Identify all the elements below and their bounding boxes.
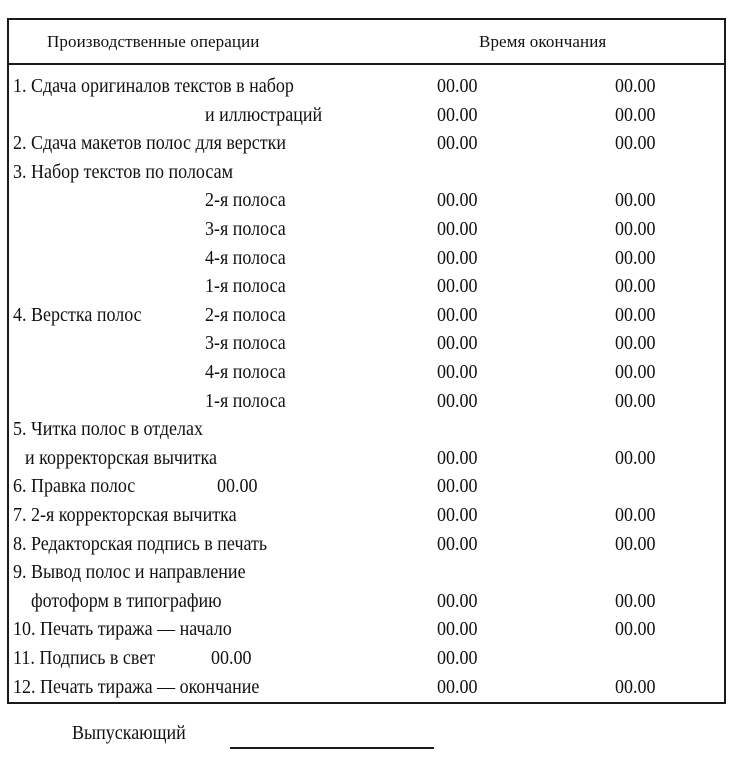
time-cell-1: 00.00 (437, 475, 478, 498)
issuer-label: Выпускающий (72, 722, 186, 744)
table-row (9, 587, 724, 615)
table-row (9, 72, 724, 100)
operation-label: 9. Вывод полос и направление (13, 561, 246, 584)
operation-label: 5. Читка полос в отделах (13, 418, 203, 441)
inline-time: 00.00 (217, 475, 258, 498)
time-cell-1: 00.00 (437, 532, 478, 555)
table-row (9, 358, 724, 386)
time-cell-2: 00.00 (615, 303, 656, 326)
time-cell-2: 00.00 (615, 75, 656, 97)
time-cell-2: 00.00 (615, 361, 656, 383)
operation-label: 2. Сдача макетов полос для верстки (13, 132, 287, 155)
table-row (9, 301, 724, 329)
time-cell-1: 00.00 (437, 189, 478, 212)
time-cell-2: 00.00 (615, 389, 656, 412)
table-row (9, 272, 724, 300)
time-cell-1: 00.00 (437, 75, 478, 97)
time-cell-2: 00.00 (615, 504, 656, 526)
header-operations: Производственные операции (47, 32, 260, 51)
time-cell-2: 00.00 (615, 675, 656, 698)
signature-line (230, 747, 434, 749)
operation-label: 8. Редакторская подпись в печать (13, 532, 268, 555)
time-cell-2: 00.00 (615, 618, 656, 641)
table-row (9, 244, 724, 272)
time-cell-2: 00.00 (615, 446, 656, 469)
table-header (9, 20, 724, 65)
time-cell-1: 00.00 (437, 332, 478, 355)
sub-operation-label: 2-я полоса (205, 189, 286, 212)
time-cell-2: 00.00 (615, 332, 656, 355)
time-cell-2: 00.00 (615, 275, 656, 298)
time-cell-1: 00.00 (437, 246, 478, 269)
table-row (9, 472, 724, 500)
time-cell-2: 00.00 (615, 103, 656, 126)
sub-operation-label: 2-я полоса (205, 303, 286, 326)
time-cell-1: 00.00 (437, 303, 478, 326)
table-row (9, 673, 724, 701)
time-cell-1: 00.00 (437, 218, 478, 240)
time-cell-1: 00.00 (437, 275, 478, 298)
time-cell-1: 00.00 (437, 589, 478, 612)
operation-label: 4. Верстка полос (13, 303, 142, 326)
operation-label: 6. Правка полос (13, 475, 136, 498)
table-row (9, 101, 724, 129)
sub-operation-label: 4-я полоса (205, 361, 286, 383)
table-row (9, 329, 724, 357)
inline-time: 00.00 (211, 647, 252, 669)
table-row (9, 186, 724, 214)
time-cell-1: 00.00 (437, 675, 478, 698)
operation-label: 3. Набор текстов по полосам (13, 160, 233, 183)
time-cell-2: 00.00 (615, 218, 656, 240)
sub-operation-label: 1-я полоса (205, 389, 286, 412)
time-cell-1: 00.00 (437, 446, 478, 469)
schedule-table (7, 18, 726, 704)
operation-label: 1. Сдача оригиналов текстов в набор (13, 75, 294, 97)
sub-operation-label: 4-я полоса (205, 246, 286, 269)
sub-operation-label: и иллюстраций (205, 103, 323, 126)
time-cell-1: 00.00 (437, 647, 478, 669)
sub-operation-label: 1-я полоса (205, 275, 286, 298)
time-cell-2: 00.00 (615, 132, 656, 155)
operation-label: и корректорская вычитка (25, 446, 217, 469)
operation-label: 7. 2-я корректорская вычитка (13, 504, 237, 526)
time-cell-2: 00.00 (615, 589, 656, 612)
time-cell-1: 00.00 (437, 361, 478, 383)
time-cell-1: 00.00 (437, 389, 478, 412)
sub-operation-label: 3-я полоса (205, 332, 286, 355)
time-cell-2: 00.00 (615, 532, 656, 555)
table-row (9, 415, 724, 443)
header-end-time: Время окончания (479, 32, 607, 51)
time-cell-2: 00.00 (615, 246, 656, 269)
time-cell-1: 00.00 (437, 504, 478, 526)
table-row (9, 558, 724, 586)
table-row (9, 644, 724, 672)
time-cell-2: 00.00 (615, 189, 656, 212)
time-cell-1: 00.00 (437, 103, 478, 126)
table-row (9, 387, 724, 415)
time-cell-1: 00.00 (437, 618, 478, 641)
sub-operation-label: 3-я полоса (205, 218, 286, 240)
operation-label: фотоформ в типографию (31, 589, 222, 612)
table-row (9, 129, 724, 157)
table-row (9, 215, 724, 243)
table-row (9, 530, 724, 558)
table-row (9, 615, 724, 643)
operation-label: 10. Печать тиража — начало (13, 618, 232, 641)
operation-label: 11. Подпись в свет (13, 647, 156, 669)
table-row (9, 444, 724, 472)
table-row (9, 158, 724, 186)
time-cell-1: 00.00 (437, 132, 478, 155)
table-row (9, 501, 724, 529)
operation-label: 12. Печать тиража — окончание (13, 675, 260, 698)
